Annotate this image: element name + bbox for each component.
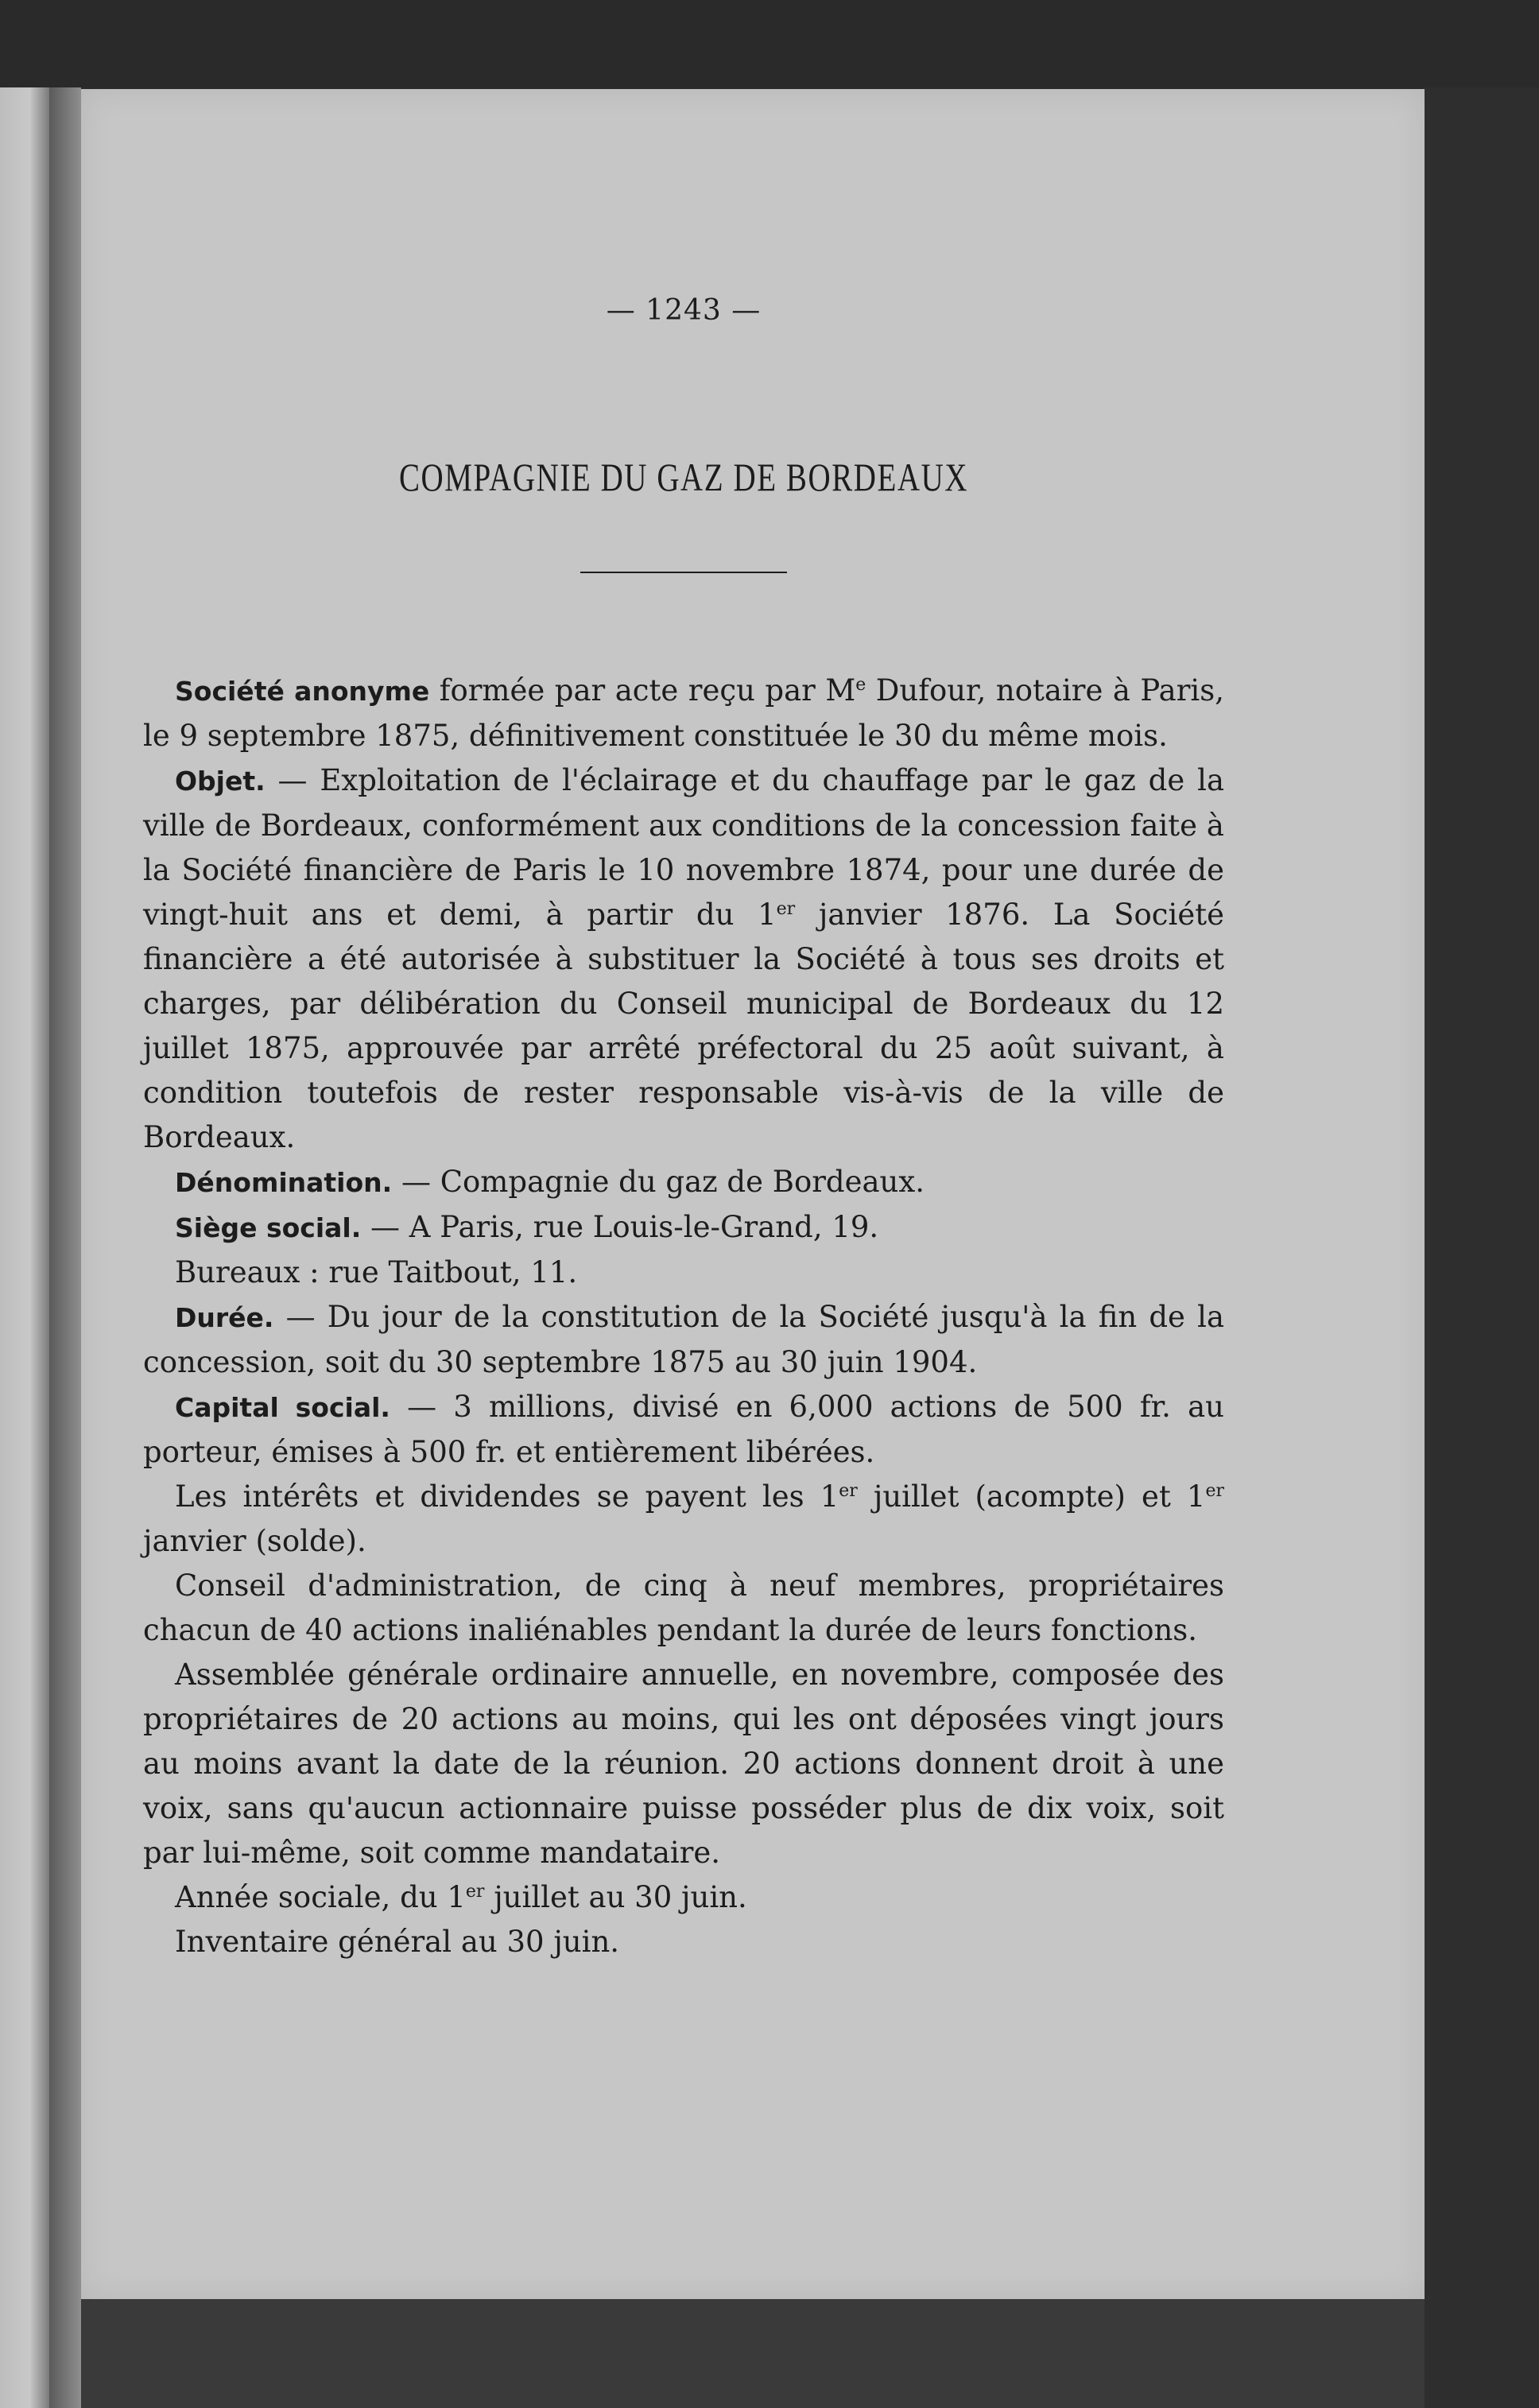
paragraph-capital-social	[143, 1385, 1224, 1475]
paragraph-text: — Exploitation de l'éclairage et du chauffage par le gaz de la ville de Bordeaux, conformément aux conditions de la concession faite à la Société financière de Paris le 10 novembre 1874, pour une durée de vingt-huit ans et demi, à partir du 1	[143, 763, 1224, 932]
superscript: er	[465, 1882, 485, 1902]
paragraph-bureaux: Bureaux : rue Taitbout, 11.	[175, 1255, 578, 1289]
superscript: er	[776, 899, 796, 919]
paragraph-lead: Objet.	[175, 766, 266, 797]
paragraph-denomination	[143, 1160, 1224, 1205]
paragraph-lead: Capital social.	[175, 1392, 390, 1423]
superscript: e	[855, 675, 866, 695]
paragraph-siege-social	[143, 1205, 1224, 1251]
paragraph-text: — Compagnie du gaz de Bordeaux.	[392, 1165, 925, 1199]
paragraph-text: janvier 1876. La Société financière a été autorisée à substituer la Société à tous ses droits et charges, par délibération du Conseil municipal de Bordeaux du 12 juillet 1875, approuvée par arrêté préfectoral du 25 août suivant, à condition toutefois de rester responsable vis-à-vis de la ville de Bordeaux.	[143, 898, 1224, 1154]
paragraph-text: Année sociale, du 1	[175, 1880, 466, 1914]
paragraph-lead: Siège social.	[175, 1212, 362, 1243]
superscript: er	[1205, 1481, 1224, 1501]
document-title: COMPAGNIE DU GAZ DE BORDEAUX	[398, 455, 969, 499]
paragraph-annee-sociale	[143, 1875, 1224, 1920]
paragraph-inventaire: Inventaire général au 30 juin.	[175, 1925, 620, 1959]
superscript: er	[839, 1481, 858, 1501]
scan-border-right	[1425, 87, 1539, 2408]
paragraph-text: — A Paris, rue Louis-le-Grand, 19.	[361, 1210, 879, 1244]
book-gutter	[49, 87, 81, 2408]
paragraph-interets	[143, 1475, 1224, 1564]
page-content	[143, 294, 1224, 1964]
paragraph-text: — 3 millions, divisé en 6,000 actions de 500 fr. au porteur, émises à 500 fr. et entièrement libérées.	[143, 1390, 1224, 1469]
paragraph-text: janvier (solde).	[143, 1524, 366, 1558]
paragraph-text: formée par acte reçu par M	[429, 673, 856, 708]
paragraph-lead: Société anonyme	[175, 676, 430, 707]
scan-border-bottom	[81, 2299, 1425, 2408]
paragraph-lead: Durée.	[175, 1302, 274, 1333]
title-divider	[580, 572, 787, 573]
paragraph-text: Dufour, notaire à Paris, le 9 septembre 1875, définitivement constituée le 30 du même mois.	[143, 673, 1224, 753]
page-number: — 1243 —	[606, 294, 762, 327]
paragraph-text: Les intérêts et dividendes se payent les 1	[175, 1479, 839, 1514]
paragraph-text: juillet au 30 juin.	[484, 1880, 747, 1914]
paragraph-objet	[143, 758, 1224, 1160]
paragraph-conseil: Conseil d'administration, de cinq à neuf membres, propriétaires chacun de 40 actions inaliénables pendant la durée de leurs fonctions.	[143, 1568, 1224, 1647]
paragraph-assemblee: Assemblée générale ordinaire annuelle, en novembre, composée des propriétaires de 20 actions au moins, qui les ont déposées vingt jours au moins avant la date de la réunion. 20 actions donnent droit à une voix, sans qu'aucun actionnaire puisse posséder plus de dix voix, soit par lui-même, soit comme mandataire.	[143, 1658, 1224, 1870]
paragraph-societe-anonyme	[143, 669, 1224, 758]
paragraph-text: — Du jour de la constitution de la Société jusqu'à la fin de la concession, soit du 30 septembre 1875 au 30 juin 1904.	[143, 1300, 1224, 1379]
previous-page-edge	[0, 87, 49, 2408]
paragraph-text: juillet (acompte) et 1	[857, 1479, 1206, 1514]
paragraph-lead: Dénomination.	[175, 1167, 393, 1198]
paragraph-duree	[143, 1295, 1224, 1385]
